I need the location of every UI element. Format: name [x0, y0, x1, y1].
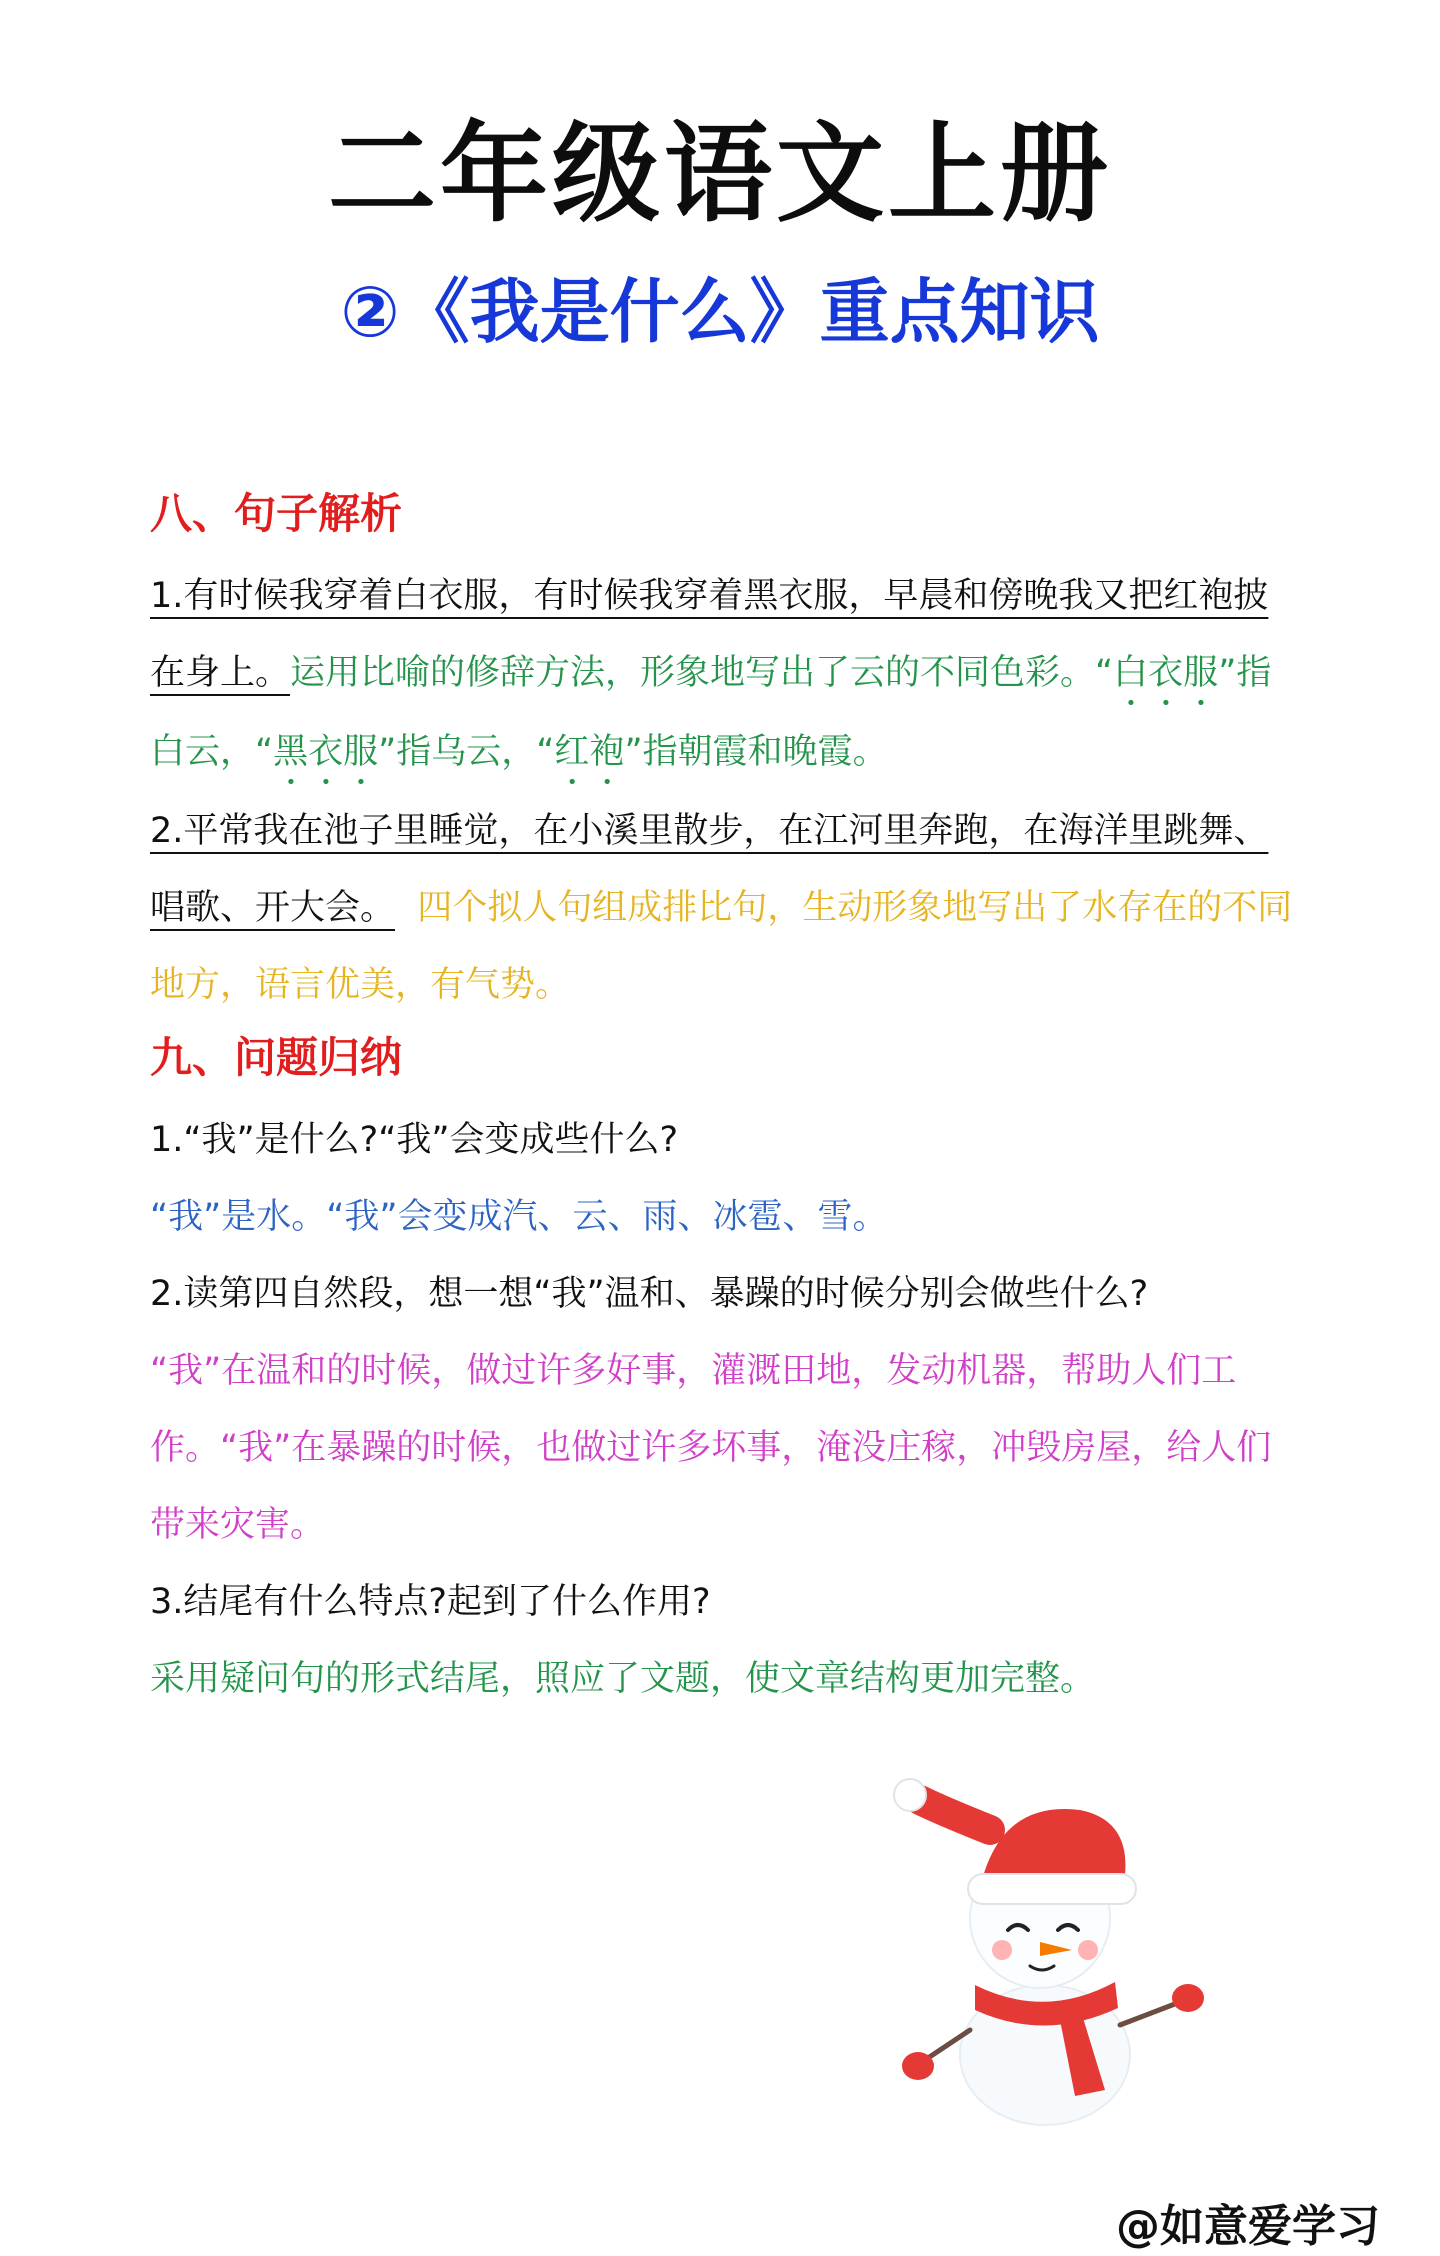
note-text-dark-cloud: ”指乌云，“	[378, 732, 555, 772]
answer-1: “我”是水。“我”会变成汽、云、雨、冰雹、雪。	[150, 1197, 888, 1237]
analysis-text-1: 运用比喻的修辞方法，形象地写出了云的不同色彩。	[290, 653, 1096, 693]
quoted-sentence-2: 2.平常我在池子里睡觉，在小溪里散步，在江河里奔跑，在海洋里跳舞、唱歌、开大会。	[150, 811, 1269, 928]
note-word-black-clothes: 黑衣服	[273, 732, 379, 772]
answer-2: “我”在温和的时候，做过许多好事，灌溉田地，发动机器，帮助人们工作。“我”在暴躁的时候，也做过许多坏事，淹没庄稼，冲毁房屋，给人们带来灾害。	[150, 1351, 1272, 1545]
analysis-text-2: 四个拟人句组成排比句，生动形象地写出了水存在的不同地方，语言优美，有气势。	[150, 888, 1293, 1005]
sentence-analysis-item-2	[150, 793, 1300, 1024]
page-subtitle: ②《我是什么》重点知识	[340, 271, 1100, 353]
note-text-glow: ”指朝霞和晚霞。	[624, 732, 888, 772]
section-heading-sentence-analysis: 八、句子解析	[150, 489, 403, 538]
note-text-white-cloud: ”指白云，“	[150, 653, 1272, 772]
snowman-illustration	[880, 1770, 1240, 2130]
sentence-analysis-item-1	[150, 558, 1300, 793]
quoted-sentence-1: 1.有时候我穿着白衣服，有时候我穿着黑衣服，早晨和傍晚我又把红袍披在身上。	[150, 576, 1269, 693]
question-2: 2.读第四自然段，想一想“我”温和、暴躁的时候分别会做些什么?	[150, 1274, 1149, 1314]
main-content	[150, 484, 1300, 1718]
note-word-white-clothes: 白衣服	[1113, 653, 1219, 693]
note-quote-open: “	[1095, 653, 1114, 693]
question-3: 3.结尾有什么特点?起到了什么作用?	[150, 1582, 711, 1622]
page-title: 二年级语文上册	[327, 112, 1112, 237]
answer-3: 采用疑问句的形式结尾，照应了文题，使文章结构更加完整。	[150, 1659, 1096, 1699]
author-watermark: @如意爱学习	[1116, 2201, 1380, 2252]
section-heading-question-summary: 九、问题归纳	[150, 1033, 403, 1082]
question-1: 1.“我”是什么?“我”会变成些什么?	[150, 1120, 679, 1160]
note-word-red-robe: 红袍	[554, 732, 625, 772]
